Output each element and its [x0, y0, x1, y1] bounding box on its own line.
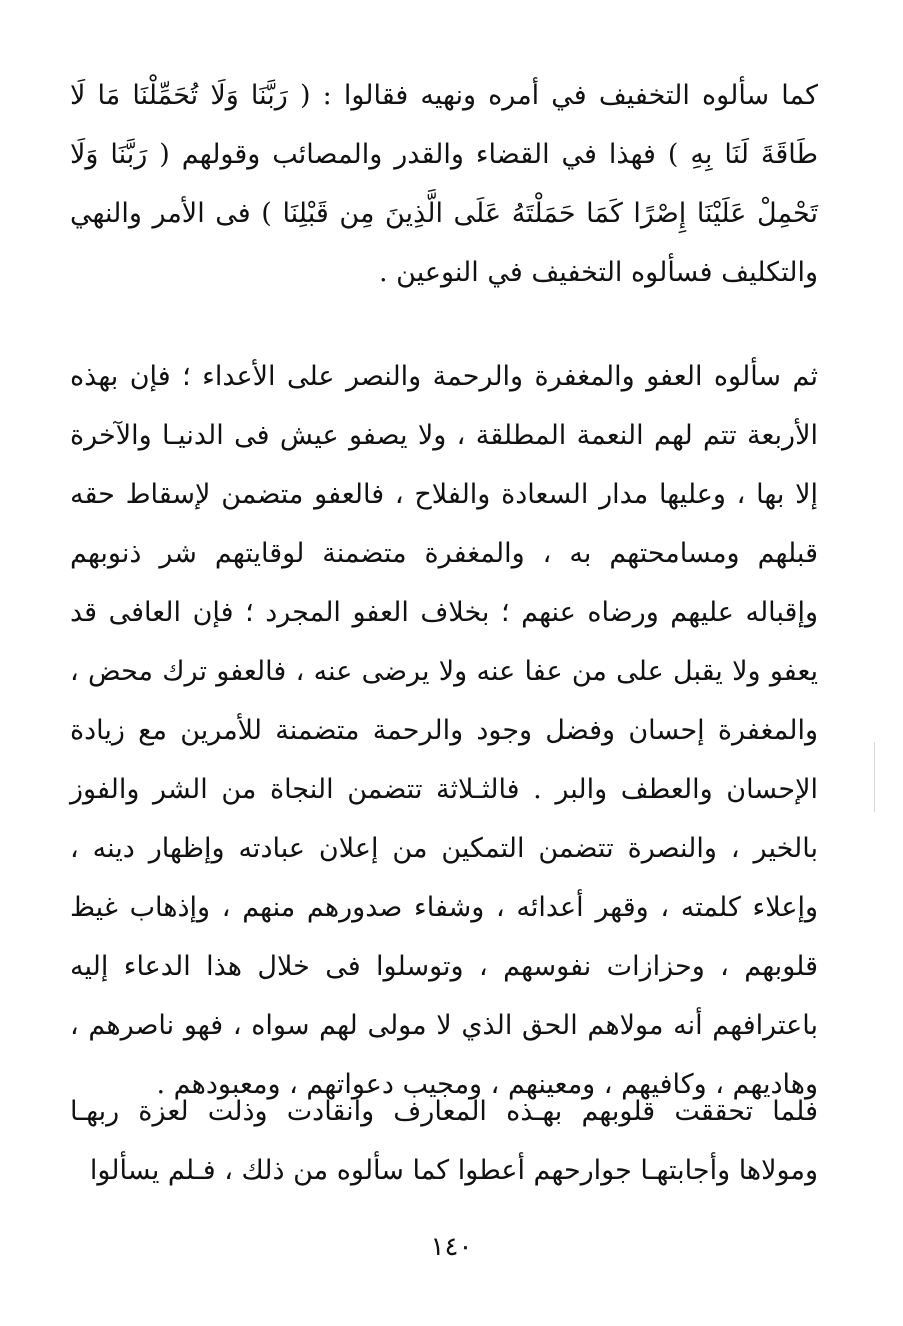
quran-verse-2: رَبَّنَا وَلَا تَحْمِلْ عَلَيْنَا إِصْرًا كَمَا حَمَلْتَهُ عَلَى الَّذِينَ مِن قَبْلِنَا	[70, 139, 818, 229]
page-number: ١٤٠	[430, 1232, 473, 1262]
paragraph-forgiveness-mercy-victory: ثم سألوه العفو والمغفرة والرحمة والنصر على الأعداء ؛ فإن بهذه الأربعة تتم لهم النعمة المطلقة ، ولا يصفو عيش فى الدنيـا والآخرة إلا بها ، وعليها مدار السعادة والفلاح ، فالعفو متضمن لإسقاط حقه قبلهم ومسامحتهم به ، والمغفرة متضمنة لوقايتهم شر ذنوبهم وإقباله عليهم ورضاه عنهم ؛ بخلاف العفو المجرد ؛ فإن العافى قد يعفو ولا يقبل على من عفا عنه ولا يرضى عنه ، فالعفو ترك محض ، والمغفرة إحسان وفضل وجود والرحمة متضمنة للأمرين مع زيادة الإحسان والعطف والبر . فالثـلاثة تتضمن النجاة من الشر والفوز بالخير ، والنصرة تتضمن التمكين من إعلان عبادته وإظهار دينه ، وإعلاء كلمته ، وقهر أعدائه ، وشفاء صدورهم منهم ، وإذهاب غيظ قلوبهم ، وحزازات نفوسهم ، وتوسلوا فى خلال هذا الدعاء إليه باعترافهم أنه مولاهم الحق الذي لا مولى لهم سواه ، فهو ناصرهم ، وهاديهم ، وكافيهم ، ومعينهم ، ومجيب دعواتهم ، ومعبودهم .	[70, 361, 818, 1100]
paragraph1-intro: كما سألوه التخفيف في أمره ونهيه فقالوا : (	[299, 80, 818, 111]
quran-verse-1: رَبَّنَا وَلَا تُحَمِّلْنَا مَا لَا طَاقَةَ لَنَا بِهِ	[70, 80, 819, 170]
paragraph-hearts-realized: فلما تحققت قلوبهم بهـذه المعارف وانقادت وذلت لعزة ربهـا ومولاها وأجابتهـا جوارحهم أعطوا كما سألوه من ذلك ، فـلم يسألوا	[70, 1096, 818, 1186]
paragraph-prayer-for-relief	[70, 66, 818, 302]
scan-margin-line	[874, 742, 875, 812]
paragraph1-middle: ) فهذا في القضاء والقدر والمصائب وقولهم (	[159, 139, 679, 170]
paragraph1-end: ) فى الأمر والنهي والتكليف فسألوه التخفيف في النوعين .	[70, 198, 818, 288]
